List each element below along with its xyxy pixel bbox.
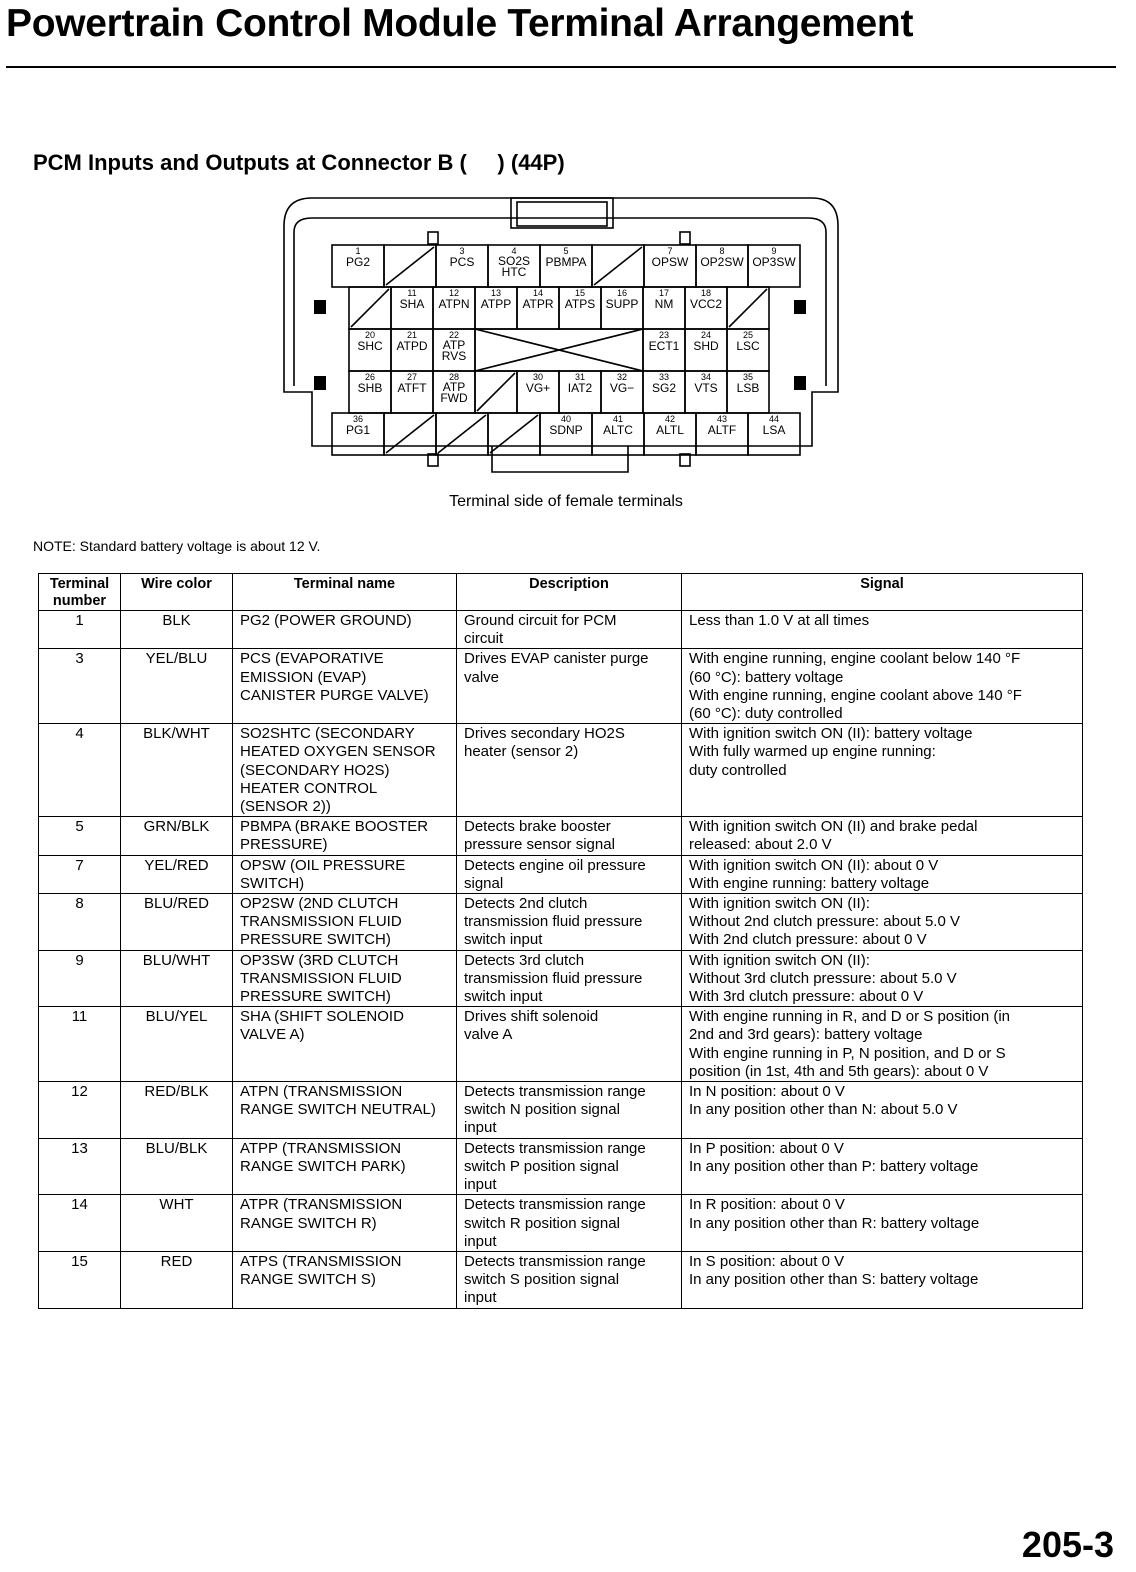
cell-wire-color: BLK bbox=[121, 611, 233, 649]
signal-line: With ignition switch ON (II): bbox=[689, 951, 870, 969]
terminal-cell-label: LSB bbox=[736, 381, 760, 395]
latch-block-1 bbox=[314, 376, 326, 390]
connector-svg bbox=[282, 196, 842, 486]
terminal-cell-label: SUPP bbox=[605, 297, 639, 311]
terminal-cell-number: 42 bbox=[664, 414, 676, 424]
terminal-cell-number: 32 bbox=[616, 372, 628, 382]
terminal-cell-label: ATPP bbox=[480, 297, 512, 311]
terminal-cell-number: 40 bbox=[560, 414, 572, 424]
terminal-cell-label: ATPD bbox=[396, 339, 428, 353]
terminal-cell-number: 28 bbox=[448, 372, 460, 382]
signal-line: With ignition switch ON (II): about 0 V bbox=[689, 856, 939, 874]
terminal-cell-number: 5 bbox=[563, 246, 569, 256]
header-terminal-name: Terminal name bbox=[233, 574, 457, 611]
terminal-cell-label: NM bbox=[654, 297, 674, 311]
terminal-cell-label: LSA bbox=[762, 423, 786, 437]
cell-wire-color: GRN/BLK bbox=[121, 817, 233, 855]
terminal-cell-label: SHD bbox=[693, 339, 719, 353]
cell-terminal-name bbox=[233, 855, 457, 893]
name-line: RANGE SWITCH R) bbox=[240, 1214, 377, 1232]
terminal-cell-number: 18 bbox=[700, 288, 712, 298]
cell-terminal-name bbox=[233, 649, 457, 724]
header-terminal-line1: Terminal bbox=[49, 576, 110, 592]
cell-description bbox=[457, 817, 682, 855]
terminal-cell-number: 24 bbox=[700, 330, 712, 340]
header-terminal-number bbox=[39, 574, 121, 611]
cell-signal bbox=[682, 1138, 1083, 1195]
cell-description bbox=[457, 1007, 682, 1082]
terminal-cell-number: 26 bbox=[364, 372, 376, 382]
cell-signal bbox=[682, 1195, 1083, 1252]
terminal-cell-number: 20 bbox=[364, 330, 376, 340]
desc-line: switch R position signal bbox=[464, 1214, 620, 1232]
name-line: OP3SW (3RD CLUTCH bbox=[240, 951, 399, 969]
cell-signal bbox=[682, 855, 1083, 893]
desc-line: valve bbox=[464, 668, 500, 686]
cell-terminal-number: 8 bbox=[39, 894, 121, 951]
terminal-cell-label: ALTC bbox=[603, 423, 633, 437]
name-line: ATPR (TRANSMISSION bbox=[240, 1196, 403, 1214]
signal-line: position (in 1st, 4th and 5th gears): about 0 V bbox=[689, 1062, 989, 1080]
header-wire-color: Wire color bbox=[121, 574, 233, 611]
signal-line: In S position: about 0 V bbox=[689, 1252, 845, 1270]
signal-line: 2nd and 3rd gears): battery voltage bbox=[689, 1026, 923, 1044]
terminal-cell-label: SHA bbox=[399, 297, 425, 311]
desc-line: Detects engine oil pressure bbox=[464, 856, 646, 874]
table-row bbox=[39, 894, 1083, 951]
desc-line: switch P position signal bbox=[464, 1157, 619, 1175]
terminal-cell-label: SHC bbox=[357, 339, 383, 353]
name-line: ATPS (TRANSMISSION bbox=[240, 1252, 402, 1270]
terminal-cell-number: 43 bbox=[716, 414, 728, 424]
terminal-cell-number: 25 bbox=[742, 330, 754, 340]
desc-line: pressure sensor signal bbox=[464, 836, 615, 854]
table-row bbox=[39, 817, 1083, 855]
cell-signal bbox=[682, 611, 1083, 649]
cell-terminal-number: 11 bbox=[39, 1007, 121, 1082]
name-line: HEATED OXYGEN SENSOR bbox=[240, 743, 436, 761]
page-number: 205-3 bbox=[1021, 1524, 1114, 1565]
terminal-cell-number: 30 bbox=[532, 372, 544, 382]
terminal-cell-label2: RVS bbox=[441, 349, 467, 363]
terminal-cell-label: VCC2 bbox=[689, 297, 723, 311]
name-line: VALVE A) bbox=[240, 1026, 305, 1044]
name-line: RANGE SWITCH S) bbox=[240, 1271, 376, 1289]
desc-line: Detects transmission range bbox=[464, 1083, 646, 1101]
terminal-cell-label: OPSW bbox=[651, 255, 689, 269]
cell-terminal-number: 9 bbox=[39, 950, 121, 1007]
desc-line: Detects 2nd clutch bbox=[464, 895, 588, 913]
signal-line: With engine running in P, N position, and D or S bbox=[689, 1044, 1006, 1062]
terminal-cell-number: 4 bbox=[511, 246, 517, 256]
cell-description bbox=[457, 1082, 682, 1139]
name-line: PG2 (POWER GROUND) bbox=[240, 612, 412, 629]
name-line: SHA (SHIFT SOLENOID bbox=[240, 1008, 404, 1026]
name-line: PRESSURE SWITCH) bbox=[240, 931, 391, 949]
signal-line: With ignition switch ON (II): bbox=[689, 895, 870, 913]
terminal-cell-number: 9 bbox=[771, 246, 777, 256]
cell-terminal-name bbox=[233, 950, 457, 1007]
blank-cell-slash bbox=[490, 415, 538, 453]
terminal-cell-number: 11 bbox=[407, 288, 417, 298]
connector-diagram bbox=[282, 196, 842, 491]
terminal-cell-label: ATFT bbox=[397, 381, 427, 395]
cell-signal bbox=[682, 1251, 1083, 1308]
cell-description bbox=[457, 611, 682, 649]
cell-wire-color: BLU/RED bbox=[121, 894, 233, 951]
desc-line: Detects transmission range bbox=[464, 1252, 646, 1270]
section-title: PCM Inputs and Outputs at Connector B ( ) (44P) bbox=[33, 150, 565, 175]
header-terminal-line2: number bbox=[52, 593, 107, 609]
name-line: OP2SW (2ND CLUTCH bbox=[240, 895, 399, 913]
terminal-cell-number: 3 bbox=[459, 246, 465, 256]
signal-line: With fully warmed up engine running: bbox=[689, 743, 936, 761]
cell-signal bbox=[682, 817, 1083, 855]
name-line: SWITCH) bbox=[240, 874, 305, 892]
blank-cell-slash bbox=[594, 247, 642, 285]
connector-caption: Terminal side of female terminals bbox=[449, 493, 683, 510]
terminal-cell-label: PCS bbox=[449, 255, 475, 269]
cell-terminal-name bbox=[233, 1007, 457, 1082]
terminal-cell-label: OP2SW bbox=[700, 255, 744, 269]
signal-line: With engine running in R, and D or S position (in bbox=[689, 1008, 1011, 1026]
terminal-cell-label: VG− bbox=[609, 381, 635, 395]
desc-line: Detects transmission range bbox=[464, 1139, 646, 1157]
table-row bbox=[39, 1007, 1083, 1082]
cell-description bbox=[457, 1251, 682, 1308]
signal-line: In any position other than N: about 5.0 V bbox=[689, 1101, 958, 1119]
name-line: OPSW (OIL PRESSURE bbox=[240, 856, 406, 874]
terminal-cell-label: VG+ bbox=[525, 381, 551, 395]
table-header-row bbox=[39, 574, 1083, 611]
cell-wire-color: RED/BLK bbox=[121, 1082, 233, 1139]
desc-line: switch input bbox=[464, 931, 543, 949]
top-latch-inner bbox=[517, 202, 607, 226]
signal-line: duty controlled bbox=[689, 761, 787, 779]
terminal-cell-label: LSC bbox=[736, 339, 760, 353]
cell-wire-color: RED bbox=[121, 1251, 233, 1308]
cell-terminal-name bbox=[233, 1138, 457, 1195]
desc-line: switch S position signal bbox=[464, 1271, 620, 1289]
desc-line: input bbox=[464, 1176, 497, 1194]
name-line: TRANSMISSION FLUID bbox=[240, 913, 402, 931]
cell-terminal-name bbox=[233, 894, 457, 951]
terminal-cell-number: 12 bbox=[448, 288, 460, 298]
cell-wire-color: WHT bbox=[121, 1195, 233, 1252]
signal-line: Without 2nd clutch pressure: about 5.0 V bbox=[689, 913, 960, 931]
blank-cell-slash bbox=[386, 415, 434, 453]
name-line: CANISTER PURGE VALVE) bbox=[240, 686, 429, 704]
cell-terminal-number: 14 bbox=[39, 1195, 121, 1252]
signal-line: With engine running, engine coolant below 140 °F bbox=[689, 650, 1021, 668]
latch-block-3 bbox=[794, 376, 806, 390]
signal-line: In P position: about 0 V bbox=[689, 1139, 844, 1157]
desc-line: valve A bbox=[464, 1026, 513, 1044]
blank-cell-slash bbox=[386, 247, 434, 285]
header-signal: Signal bbox=[682, 574, 1083, 611]
signal-line: With ignition switch ON (II) and brake pedal bbox=[689, 818, 978, 836]
desc-line: input bbox=[464, 1119, 497, 1137]
terminal-cell-label: VTS bbox=[694, 381, 718, 395]
signal-line: In R position: about 0 V bbox=[689, 1196, 845, 1214]
terminal-cell-number: 22 bbox=[448, 330, 460, 340]
terminal-cell-label: ATPS bbox=[564, 297, 596, 311]
table-row bbox=[39, 724, 1083, 817]
desc-line: transmission fluid pressure bbox=[464, 969, 643, 987]
terminal-cell-label: SDNP bbox=[549, 423, 583, 437]
signal-line: With ignition switch ON (II): battery voltage bbox=[689, 725, 973, 743]
cell-description bbox=[457, 649, 682, 724]
name-line: PRESSURE SWITCH) bbox=[240, 988, 391, 1006]
cell-terminal-number: 3 bbox=[39, 649, 121, 724]
terminal-cell-number: 41 bbox=[612, 414, 624, 424]
signal-line: With engine running, engine coolant above 140 °F bbox=[689, 686, 1022, 704]
desc-line: Drives shift solenoid bbox=[464, 1008, 599, 1026]
terminal-cell-number: 27 bbox=[406, 372, 418, 382]
cell-terminal-name bbox=[233, 817, 457, 855]
top-peg-1 bbox=[680, 232, 690, 244]
terminal-cell-label2: FWD bbox=[440, 391, 468, 405]
signal-line: released: about 2.0 V bbox=[689, 836, 832, 854]
cell-terminal-name bbox=[233, 1195, 457, 1252]
housing-outline bbox=[284, 198, 838, 446]
cell-terminal-number: 4 bbox=[39, 724, 121, 817]
terminal-cell-number: 1 bbox=[355, 246, 361, 256]
table-row bbox=[39, 1195, 1083, 1252]
cell-description bbox=[457, 855, 682, 893]
cell-wire-color: YEL/RED bbox=[121, 855, 233, 893]
blank-cell-slash bbox=[438, 415, 486, 453]
table-row bbox=[39, 855, 1083, 893]
table-row bbox=[39, 950, 1083, 1007]
battery-note: NOTE: Standard battery voltage is about 12 V. bbox=[33, 538, 321, 554]
housing-inner bbox=[294, 218, 826, 386]
cell-wire-color: BLU/WHT bbox=[121, 950, 233, 1007]
name-line: TRANSMISSION FLUID bbox=[240, 969, 402, 987]
terminal-cell-label: SG2 bbox=[651, 381, 677, 395]
table-row bbox=[39, 1082, 1083, 1139]
cell-terminal-name bbox=[233, 611, 457, 649]
name-line: RANGE SWITCH NEUTRAL) bbox=[240, 1101, 436, 1119]
table-row bbox=[39, 1251, 1083, 1308]
latch-block-0 bbox=[314, 300, 326, 314]
terminal-cell-label: ALTL bbox=[656, 423, 684, 437]
terminal-cell-number: 16 bbox=[616, 288, 628, 298]
cell-wire-color: YEL/BLU bbox=[121, 649, 233, 724]
name-line: HEATER CONTROL bbox=[240, 779, 378, 797]
terminal-cell-number: 14 bbox=[532, 288, 544, 298]
cell-description bbox=[457, 1138, 682, 1195]
terminal-cell-label: OP3SW bbox=[752, 255, 796, 269]
desc-line: switch N position signal bbox=[464, 1101, 620, 1119]
cell-signal bbox=[682, 1007, 1083, 1082]
signal-line: Without 3rd clutch pressure: about 5.0 V bbox=[689, 969, 957, 987]
name-line: ATPP (TRANSMISSION bbox=[240, 1139, 402, 1157]
cell-wire-color: BLU/BLK bbox=[121, 1138, 233, 1195]
signal-line: (60 °C): battery voltage bbox=[689, 668, 844, 686]
cell-terminal-number: 15 bbox=[39, 1251, 121, 1308]
terminal-cell-label: PG2 bbox=[345, 255, 371, 269]
desc-line: circuit bbox=[464, 630, 504, 648]
connector-caption-wrap bbox=[0, 493, 1136, 511]
name-line: (SECONDARY HO2S) bbox=[240, 761, 390, 779]
signal-line: In N position: about 0 V bbox=[689, 1083, 845, 1101]
terminal-table bbox=[38, 573, 1083, 1309]
header-description: Description bbox=[457, 574, 682, 611]
blank-cell-slash bbox=[729, 289, 767, 327]
terminal-cell-number: 7 bbox=[667, 246, 673, 256]
top-peg-0 bbox=[428, 232, 438, 244]
cell-signal bbox=[682, 950, 1083, 1007]
terminal-cell-label: SHB bbox=[357, 381, 383, 395]
cell-signal bbox=[682, 724, 1083, 817]
cell-wire-color: BLU/YEL bbox=[121, 1007, 233, 1082]
desc-line: switch input bbox=[464, 988, 543, 1006]
signal-line: In any position other than P: battery voltage bbox=[689, 1157, 979, 1175]
name-line: RANGE SWITCH PARK) bbox=[240, 1157, 406, 1175]
signal-line: In any position other than S: battery voltage bbox=[689, 1271, 979, 1289]
terminal-cell-number: 21 bbox=[406, 330, 418, 340]
cell-signal bbox=[682, 1082, 1083, 1139]
blank-cell-slash bbox=[351, 289, 389, 327]
name-line: PRESSURE) bbox=[240, 836, 328, 854]
cell-description bbox=[457, 1195, 682, 1252]
blank-cell-slash bbox=[477, 373, 515, 411]
bottom-tab bbox=[492, 446, 628, 472]
desc-line: transmission fluid pressure bbox=[464, 913, 643, 931]
terminal-cell-label: ATPR bbox=[522, 297, 554, 311]
name-line: SO2SHTC (SECONDARY bbox=[240, 725, 415, 743]
terminal-cell-label2: HTC bbox=[501, 265, 527, 279]
terminal-cell-label: ATP bbox=[442, 338, 466, 352]
terminal-cell-number: 34 bbox=[700, 372, 712, 382]
cell-description bbox=[457, 894, 682, 951]
cell-terminal-number: 5 bbox=[39, 817, 121, 855]
desc-line: Drives EVAP canister purge bbox=[464, 650, 649, 668]
terminal-cell-label: ATP bbox=[442, 380, 466, 394]
terminal-cell-label: ALTF bbox=[707, 423, 737, 437]
desc-line: Detects brake booster bbox=[464, 818, 611, 836]
signal-line: In any position other than R: battery voltage bbox=[689, 1214, 980, 1232]
cell-description bbox=[457, 724, 682, 817]
terminal-cell-label: ATPN bbox=[438, 297, 470, 311]
desc-line: Detects transmission range bbox=[464, 1196, 646, 1214]
desc-line: input bbox=[464, 1289, 497, 1307]
latch-block-2 bbox=[794, 300, 806, 314]
cell-terminal-name bbox=[233, 724, 457, 817]
name-line: (SENSOR 2)) bbox=[240, 798, 331, 816]
terminal-cell-number: 15 bbox=[574, 288, 586, 298]
name-line: ATPN (TRANSMISSION bbox=[240, 1083, 403, 1101]
table-row bbox=[39, 1138, 1083, 1195]
cell-terminal-number: 7 bbox=[39, 855, 121, 893]
terminal-cell-number: 44 bbox=[768, 414, 780, 424]
cell-terminal-name bbox=[233, 1082, 457, 1139]
terminal-cell-number: 31 bbox=[574, 372, 586, 382]
terminal-cell-number: 8 bbox=[719, 246, 725, 256]
cell-terminal-number: 1 bbox=[39, 611, 121, 649]
cell-terminal-number: 13 bbox=[39, 1138, 121, 1195]
desc-line: Drives secondary HO2S bbox=[464, 725, 625, 743]
table-row bbox=[39, 649, 1083, 724]
cell-signal bbox=[682, 649, 1083, 724]
name-line: PCS (EVAPORATIVE bbox=[240, 650, 384, 668]
terminal-cell-number: 35 bbox=[742, 372, 754, 382]
title-rule bbox=[6, 66, 1116, 68]
signal-line: Less than 1.0 V at all times bbox=[689, 612, 870, 629]
terminal-cell-number: 23 bbox=[658, 330, 670, 340]
cell-signal bbox=[682, 894, 1083, 951]
terminal-cell-number: 13 bbox=[490, 288, 502, 298]
name-line: EMISSION (EVAP) bbox=[240, 668, 367, 686]
cell-terminal-number: 12 bbox=[39, 1082, 121, 1139]
terminal-cell-number: 17 bbox=[658, 288, 670, 298]
terminal-cell-number: 36 bbox=[352, 414, 364, 424]
signal-line: With engine running: battery voltage bbox=[689, 874, 930, 892]
desc-line: Ground circuit for PCM bbox=[464, 612, 617, 629]
terminal-cell-label: PG1 bbox=[345, 423, 371, 437]
page-title: Powertrain Control Module Terminal Arrangement bbox=[6, 2, 914, 45]
desc-line: input bbox=[464, 1232, 497, 1250]
desc-line: signal bbox=[464, 874, 504, 892]
signal-line: With 3rd clutch pressure: about 0 V bbox=[689, 988, 924, 1006]
terminal-cell-label: PBMPA bbox=[545, 255, 587, 269]
cell-terminal-name bbox=[233, 1251, 457, 1308]
terminal-cell-label: ECT1 bbox=[648, 339, 680, 353]
terminal-cell-label: IAT2 bbox=[567, 381, 593, 395]
desc-line: heater (sensor 2) bbox=[464, 743, 579, 761]
terminal-cell-label: SO2S bbox=[497, 254, 531, 268]
terminal-cell-number: 33 bbox=[658, 372, 670, 382]
cell-description bbox=[457, 950, 682, 1007]
cell-wire-color: BLK/WHT bbox=[121, 724, 233, 817]
signal-line: (60 °C): duty controlled bbox=[689, 705, 843, 723]
signal-line: With 2nd clutch pressure: about 0 V bbox=[689, 931, 927, 949]
table-row bbox=[39, 611, 1083, 649]
name-line: PBMPA (BRAKE BOOSTER bbox=[240, 818, 429, 836]
desc-line: Detects 3rd clutch bbox=[464, 951, 585, 969]
